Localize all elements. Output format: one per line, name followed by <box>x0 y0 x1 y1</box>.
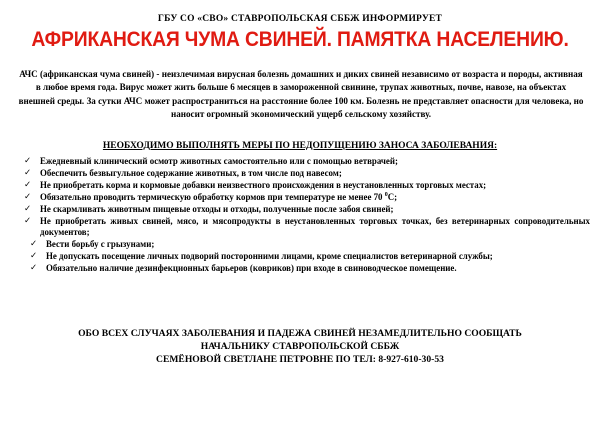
list-item <box>24 204 590 216</box>
list-item <box>24 263 590 275</box>
degree-superscript: 0 <box>384 191 388 198</box>
list-item-text: Не скармливать животным пищевые отходы и отходы, полученные после забоя свиней; <box>40 203 394 214</box>
list-item-text: Не допускать посещение личных подворий посторонними лицами, кроме специалистов ветеринарной службы; <box>46 251 493 262</box>
checkmark-icon: ✓ <box>30 239 38 250</box>
list-item <box>24 251 590 263</box>
list-item-text: Обязательно проводить термическую обработку кормов при температуре не менее 70 <box>40 191 383 202</box>
contact-notice-line: ОБО ВСЕХ СЛУЧАЯХ ЗАБОЛЕВАНИЯ И ПАДЕЖА СВИНЕЙ НЕЗАМЕДЛИТЕЛЬНО СООБЩАТЬ <box>78 328 522 339</box>
checkmark-icon: ✓ <box>30 263 38 274</box>
list-item <box>24 168 590 180</box>
list-item <box>24 216 590 240</box>
contact-notice-line: НАЧАЛЬНИКУ СТАВРОПОЛЬСКОЙ СББЖ <box>200 341 400 353</box>
checkmark-icon: ✓ <box>24 191 32 202</box>
list-item-text: Не приобретать корма и кормовые добавки неизвестного происхождения в неустановленных торговых местах; <box>40 179 487 190</box>
contact-phone-line: СЕМЁНОВОЙ СВЕТЛАНЕ ПЕТРОВНЕ ПО ТЕЛ: 8-927-610-30-53 <box>156 354 444 366</box>
list-item <box>24 192 590 204</box>
list-item <box>24 239 590 251</box>
measures-heading: НЕОБХОДИМО ВЫПОЛНЯТЬ МЕРЫ ПО НЕДОПУЩЕНИЮ ЗАНОСА ЗАБОЛЕВАНИЯ: <box>102 141 498 151</box>
contact-notice <box>0 327 600 367</box>
checkmark-icon: ✓ <box>30 251 38 262</box>
list-item-text: Обязательно наличие дезинфекционных барьеров (ковриков) при входе в свиноводческое помещение. <box>46 263 457 274</box>
list-item-text: Ежедневный клинический осмотр животных самостоятельно или с помощью ветврачей; <box>40 156 398 166</box>
checkmark-icon: ✓ <box>24 215 32 226</box>
list-item <box>24 156 590 168</box>
leaflet-title: АФРИКАНСКАЯ ЧУМА СВИНЕЙ. ПАМЯТКА НАСЕЛЕНИЮ. <box>31 27 569 51</box>
list-item <box>24 180 590 192</box>
list-item-text: Обеспечить безвыгульное содержание животных, в том числе под навесом; <box>40 167 342 178</box>
checkmark-icon: ✓ <box>24 156 32 166</box>
list-item-text: Не приобретать живых свиней, мясо, и мясопродукты в неустановленных торговых точках, без ветеринарных сопроводительных документов; <box>40 215 590 238</box>
list-item-text: Вести борьбу с грызунами; <box>46 239 155 250</box>
organization-header: ГБУ СО «СВО» СТАВРОПОЛЬСКАЯ СББЖ ИНФОРМИРУЕТ <box>157 14 443 24</box>
intro-paragraph: АЧС (африканская чума свиней) - неизлечимая вирусная болезнь домашних и диких свиней независимо от возраста и породы, активная в любое время года. Вирус может жить больше 6 месяцев в замороженной свинине, трупах животных, почве, навозе, на объектах внешней среды. За сутки АЧС может распространиться на расстояние более 100 км. Болезнь не представляет опасности для человека, но наносит огромный экономический ущерб сельскому хозяйству. <box>18 69 584 120</box>
checkmark-icon: ✓ <box>24 179 32 190</box>
checkmark-icon: ✓ <box>24 167 32 178</box>
checkmark-icon: ✓ <box>24 203 32 214</box>
measures-list <box>24 156 590 275</box>
temperature-unit: С; <box>387 191 398 202</box>
